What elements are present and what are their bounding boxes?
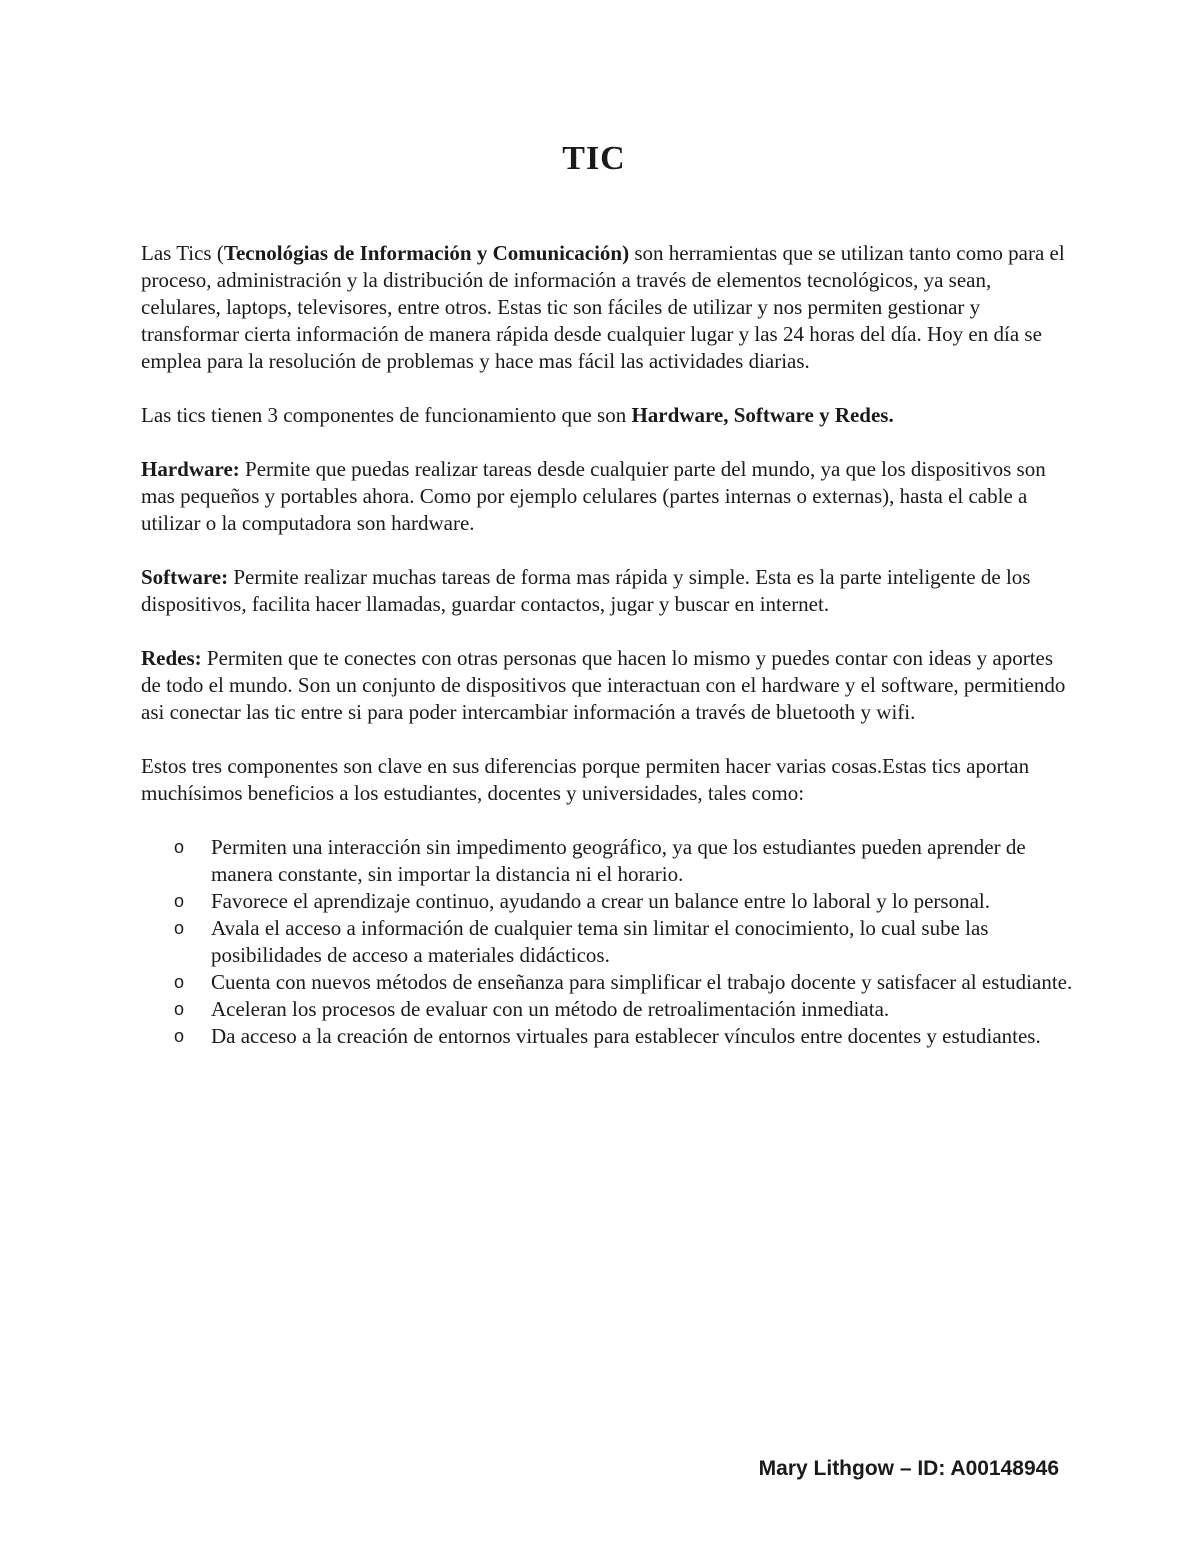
hardware-label: Hardware: [141,457,240,481]
bullet-circle-icon: o [174,1026,185,1046]
components-prefix: Las tics tienen 3 componentes de funcionamiento que son [141,403,632,427]
bullet-circle-icon: o [174,837,185,857]
author-footer: Mary Lithgow – ID: A00148946 [758,1457,1059,1480]
intro-paragraph [141,240,1076,375]
redes-label: Redes: [141,646,202,670]
page-title: TIC [562,140,626,177]
list-item-text: Da acceso a la creación de entornos virtuales para establecer vínculos entre docentes y estudiantes. [211,1024,1041,1048]
document-body [141,240,1076,1050]
hardware-paragraph [141,456,1076,537]
conclusion-paragraph: Estos tres componentes son clave en sus diferencias porque permiten hacer varias cosas.Estas tics aportan muchísimos beneficios a los estudiantes, docentes y universidades, tales como: [141,754,1030,805]
bullet-circle-icon: o [174,918,185,938]
bullet-circle-icon: o [174,999,185,1019]
hardware-text: Permite que puedas realizar tareas desde cualquier parte del mundo, ya que los dispositivos son mas pequeños y portables ahora. Como por ejemplo celulares (partes internas o externas), hasta el cable a utilizar o la computadora son hardware. [141,457,1046,535]
list-item-text: Permiten una interacción sin impedimento geográfico, ya que los estudiantes pueden aprender de manera constante, sin importar la distancia ni el horario. [211,835,1026,886]
redes-text: Permiten que te conectes con otras personas que hacen lo mismo y puedes contar con ideas y aportes de todo el mundo. Son un conjunto de dispositivos que interactuan con el hardware y el software, permitiendo asi conectar las tic entre si para poder intercambiar información a través de bluetooth y wifi. [141,646,1066,724]
list-item-text: Avala el acceso a información de cualquier tema sin limitar el conocimiento, lo cual sube las posibilidades de acceso a materiales didácticos. [211,916,989,967]
components-paragraph [141,402,1076,429]
bullet-circle-icon: o [174,891,185,911]
list-item [141,969,1076,996]
list-item [141,1023,1076,1050]
list-item-text: Cuenta con nuevos métodos de enseñanza para simplificar el trabajo docente y satisfacer al estudiante. [211,970,1073,994]
redes-paragraph [141,645,1076,726]
list-item-text: Aceleran los procesos de evaluar con un método de retroalimentación inmediata. [211,997,890,1021]
software-label: Software: [141,565,229,589]
benefits-list [141,834,1076,1050]
list-item [141,996,1076,1023]
bullet-circle-icon: o [174,972,185,992]
intro-prefix: Las Tics ( [141,241,224,265]
intro-bold-term: Tecnológias de Información y Comunicación) [223,241,630,265]
software-paragraph [141,564,1076,618]
list-item [141,834,1076,888]
software-text: Permite realizar muchas tareas de forma mas rápida y simple. Esta es la parte inteligente de los dispositivos, facilita hacer llamadas, guardar contactos, jugar y buscar en internet. [141,565,1031,616]
components-bold: Hardware, Software y Redes. [631,403,894,427]
intro-rest: son herramientas que se utilizan tanto como para el proceso, administración y la distribución de información a través de elementos tecnológicos, ya sean, celulares, laptops, televisores, entre otros. Estas tic son fáciles de utilizar y nos permiten gestionar y transformar cierta información de manera rápida desde cualquier lugar y las 24 horas del día. Hoy en día se emplea para la resolución de problemas y hace mas fácil las actividades diarias. [141,241,1065,373]
list-item [141,888,1076,915]
list-item [141,915,1076,969]
list-item-text: Favorece el aprendizaje continuo, ayudando a crear un balance entre lo laboral y lo personal. [211,889,990,913]
